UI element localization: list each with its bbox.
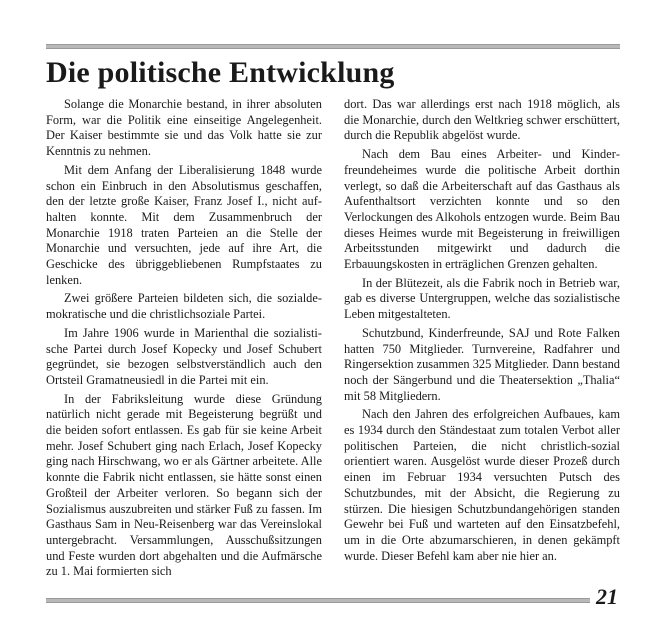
paragraph: dort. Das war allerdings erst nach 1918 möglich, als die Monarchie, durch den Weltkrieg schwer erschüttert, durch die Republik abgelöst wurde.	[344, 97, 620, 143]
page-title: Die politische Entwicklung	[46, 56, 395, 89]
left-column	[46, 97, 322, 583]
paragraph: Nach dem Bau eines Arbeiter- und Kinderfreundeheimes wurde die politische Arbeit dorthin verlegt, so daß die Arbeiterschaft auf das Gasthaus als Aufenthaltsort verzichten konnte und so den Verlockungen des Alkohols entzogen wurde. Beim Bau dieses Heimes wurde mit Begeisterung in freiwilligen Arbeitsstunden mitgewirkt und dadurch die Erbauungskosten in erträglichen Grenzen gehalten.	[344, 147, 620, 272]
bottom-rule	[46, 598, 590, 603]
right-column	[344, 97, 620, 567]
paragraph: In der Fabriksleitung wurde diese Gründung natürlich nicht gerade mit Begeisterung begrüßt und die beiden sofort entlassen. Es gab für sie keine Arbeit mehr. Josef Schubert ging nach Erlach, Josef Kopecky ging nach Hirschwang, wo er als Gärtner arbeitete. Alle konnte die Fabrik nicht entlassen, sie hätte sonst einen Großteil der Arbeiter verloren. So begann sich der Sozialismus auszubreiten und stärker Fuß zu fassen. Im Gasthaus Sam in Neu-Reisenberg war das Vereinslokal untergebracht. Versammlungen, Ausschußsitzungen und Feste wurden dort abgehalten und die Aufmärsche zu 1. Mai formierten sich	[46, 391, 322, 579]
top-rule	[46, 44, 620, 49]
paragraph: Mit dem Anfang der Liberalisierung 1848 wurde schon ein Einbruch in den Absolutismus geschaffen, den der letzte große Kaiser, Franz Josef I., nicht aufhalten konnte. Mit dem Zusammenbruch der Monarchie 1918 traten Parteien an die Stelle der Monarchie und versuchten, jede auf ihre Art, die Geschicke des übriggebliebenen Rumpfstaates zu lenken.	[46, 162, 322, 287]
paragraph: Zwei größere Parteien bildeten sich, die sozialdemokratische und die christlichsoziale Partei.	[46, 291, 322, 322]
paragraph: Schutzbund, Kinderfreunde, SAJ und Rote Falken hatten 750 Mitglieder. Turnvereine, Radfahrer und Ringersektion zusammen 325 Mitglieder. Dann bestand noch der Sängerbund und die Theatersektion „Thalia“ mit 58 Mitgliedern.	[344, 325, 620, 403]
paragraph: Nach den Jahren des erfolgreichen Aufbaues, kam es 1934 durch den Ständestaat zum totalen Verbot aller politischen Parteien, die nicht christlich-sozial orientiert waren. Ausgelöst wurde dieser Prozeß durch einen im Februar 1934 versuchten Putsch des Schutzbundes, mit der Absicht, die Regierung zu stürzen. Die hiesigen Schutzbundangehörigen standen Gewehr bei Fuß und warteten auf den Einsatzbefehl, um in die Orte abzumarschieren, in denen gekämpft wurde. Dieser Befehl kam aber nie hier an.	[344, 407, 620, 563]
paragraph: Solange die Monarchie bestand, in ihrer absoluten Form, war die Politik eine einseitige Angelegenheit. Der Kaiser bestimmte sie und das Volk hatte sie zur Kenntnis zu nehmen.	[46, 97, 322, 159]
paragraph: Im Jahre 1906 wurde in Marienthal die sozialistische Partei durch Josef Kopecky und Josef Schubert gegründet, sie bezogen selbstverständlich auch den Ortsteil Gramatneusiedl in die Partei mit ein.	[46, 325, 322, 387]
paragraph: In der Blütezeit, als die Fabrik noch in Betrieb war, gab es diverse Untergruppen, welche das sozialistische Leben mitgestalteten.	[344, 275, 620, 322]
page-number: 21	[596, 584, 618, 609]
